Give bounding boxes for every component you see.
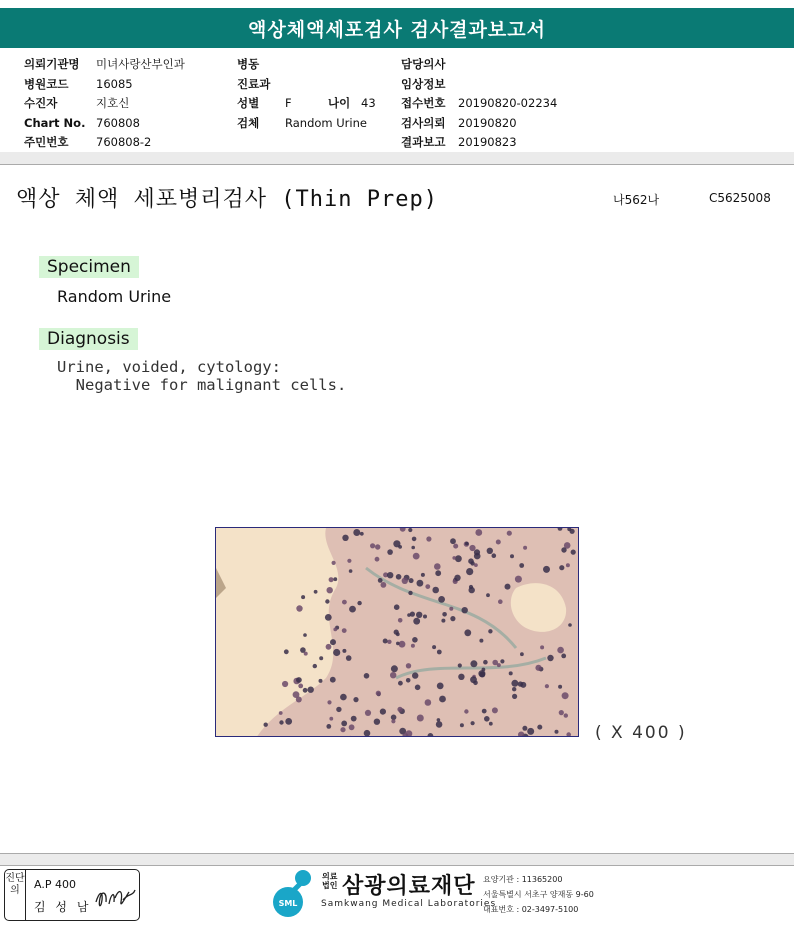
cell-nucleus: [452, 556, 456, 560]
cell-nucleus: [417, 715, 424, 722]
cell-nucleus: [390, 672, 396, 678]
specimen-value: Random Urine: [57, 287, 172, 306]
info-value: 16085: [96, 76, 133, 91]
cell-nucleus: [469, 587, 475, 593]
cell-nucleus: [330, 677, 336, 683]
patient-info-col1: [24, 55, 185, 153]
cell-nucleus: [308, 687, 314, 693]
cell-nucleus: [432, 645, 436, 649]
cell-nucleus: [425, 584, 430, 589]
cell-nucleus: [523, 546, 527, 550]
cell-nucleus: [370, 543, 375, 548]
cell-nucleus: [559, 710, 564, 715]
cell-nucleus: [387, 572, 393, 578]
cell-nucleus: [326, 644, 332, 650]
cell-nucleus: [557, 647, 564, 654]
cell-nucleus: [365, 710, 371, 716]
cell-nucleus: [333, 577, 337, 581]
cell-nucleus: [313, 664, 317, 668]
cell-nucleus: [483, 660, 488, 665]
cell-nucleus: [434, 563, 441, 570]
cell-nucleus: [279, 711, 283, 715]
cell-nucleus: [319, 656, 323, 660]
cell-nucleus: [381, 582, 387, 588]
cell-nucleus: [464, 629, 471, 636]
cell-nucleus: [374, 719, 380, 725]
cell-nucleus: [417, 580, 424, 587]
cell-nucleus: [351, 716, 357, 722]
info-row-patient: [24, 94, 185, 114]
cell-nucleus: [341, 721, 347, 727]
cell-nucleus: [264, 723, 268, 727]
cell-nucleus: [475, 529, 482, 536]
corp-info-phone: 대표번호 : 02-3497-5100: [483, 905, 579, 914]
cell-nucleus: [505, 584, 511, 590]
cell-nucleus: [426, 536, 431, 541]
cell-nucleus: [279, 720, 283, 724]
cell-nucleus: [454, 575, 460, 581]
cell-nucleus: [512, 694, 517, 699]
cell-nucleus: [364, 673, 370, 679]
cell-nucleus: [304, 652, 308, 656]
cell-nucleus: [425, 699, 432, 706]
cell-nucleus: [488, 629, 492, 633]
cell-nucleus: [566, 563, 570, 567]
cell-nucleus: [555, 730, 559, 734]
cell-nucleus: [383, 639, 388, 644]
cell-nucleus: [348, 736, 352, 737]
cell-nucleus: [449, 607, 453, 611]
cell-nucleus: [471, 721, 475, 725]
info-label: 수진자: [24, 96, 58, 110]
cell-nucleus: [387, 549, 393, 555]
age-label: 나이: [328, 96, 351, 110]
cell-nucleus: [437, 650, 442, 655]
cell-nucleus: [439, 696, 446, 703]
cell-nucleus: [364, 730, 371, 737]
cell-nucleus: [397, 707, 402, 712]
info-label: 주민번호: [24, 135, 69, 149]
stamp-ap-number: A.P 400: [34, 878, 76, 891]
pathologist-stamp: [4, 869, 140, 921]
cell-nucleus: [342, 600, 347, 605]
cytology-micrograph: [216, 528, 579, 737]
cell-nucleus: [507, 531, 512, 536]
cell-nucleus: [329, 577, 334, 582]
cell-nucleus: [412, 537, 417, 542]
cell-nucleus: [327, 587, 333, 593]
cell-nucleus: [437, 683, 444, 690]
info-row-doctor: [401, 55, 557, 75]
footer-divider: [0, 853, 794, 866]
cell-nucleus: [568, 623, 572, 627]
age-value: 43: [361, 96, 376, 110]
cell-nucleus: [527, 728, 534, 735]
cell-nucleus: [342, 628, 347, 633]
cell-nucleus: [500, 659, 504, 663]
cell-nucleus: [412, 637, 418, 643]
pathologist-name: 김 성 남: [34, 900, 92, 914]
cell-nucleus: [453, 544, 458, 549]
cell-nucleus: [450, 538, 456, 544]
info-row-specimen: [237, 114, 376, 134]
signature-icon: [93, 884, 137, 912]
cell-nucleus: [394, 630, 399, 635]
cell-nucleus: [489, 722, 493, 726]
sex-age-group: [285, 94, 376, 114]
cell-nucleus: [423, 615, 427, 619]
info-label: 검체: [237, 115, 260, 130]
cell-nucleus: [406, 663, 411, 668]
cell-nucleus: [547, 655, 553, 661]
cell-nucleus: [353, 697, 358, 702]
info-row-clinical-info: [401, 75, 557, 95]
cell-nucleus: [492, 707, 498, 713]
cell-nucleus: [398, 681, 403, 686]
cell-nucleus: [520, 652, 524, 656]
info-row-hospital-code: [24, 75, 185, 95]
cell-nucleus: [393, 540, 400, 547]
cell-nucleus: [436, 721, 443, 728]
cell-nucleus: [301, 595, 305, 599]
cell-nucleus: [562, 692, 569, 699]
cell-nucleus: [376, 691, 381, 696]
cell-nucleus: [561, 654, 566, 659]
cell-nucleus: [540, 645, 544, 649]
cell-nucleus: [336, 707, 341, 712]
cell-nucleus: [474, 549, 480, 555]
cell-nucleus: [570, 529, 575, 534]
cell-nucleus: [566, 732, 571, 737]
cell-nucleus: [458, 663, 462, 667]
info-label: 접수번호: [401, 96, 446, 110]
cell-nucleus: [498, 599, 503, 604]
info-label: 담당의사: [401, 57, 446, 71]
cell-nucleus: [520, 682, 526, 688]
info-row-request-date: [401, 114, 557, 134]
cell-nucleus: [561, 547, 566, 552]
microscopy-image: [215, 527, 579, 737]
magnification-label: ( X 400 ): [595, 723, 687, 743]
corp-english-name: Samkwang Medical Laboratories: [321, 899, 497, 909]
cell-nucleus: [460, 723, 464, 727]
info-row-department: [237, 75, 376, 95]
cell-nucleus: [387, 640, 391, 644]
cell-nucleus: [413, 618, 420, 625]
info-row-report-date: [401, 133, 557, 153]
cell-nucleus: [441, 619, 445, 623]
diagnosis-label: Diagnosis: [39, 328, 138, 350]
cell-nucleus: [412, 672, 418, 678]
info-row-sex-age: [237, 94, 376, 114]
exam-code-b: C5625008: [709, 191, 771, 205]
cell-nucleus: [479, 639, 483, 643]
cell-nucleus: [333, 649, 340, 656]
cell-nucleus: [535, 665, 541, 671]
diagnosis-text: [57, 358, 346, 394]
cell-nucleus: [325, 614, 332, 621]
cell-nucleus: [360, 532, 364, 536]
diagnosis-line-1: Urine, voided, cytology:: [57, 358, 281, 376]
cell-nucleus: [319, 679, 323, 683]
cell-nucleus: [522, 726, 527, 731]
info-value: 20190823: [458, 135, 517, 149]
cell-nucleus: [564, 713, 568, 717]
cell-nucleus: [450, 616, 455, 621]
cell-nucleus: [391, 719, 395, 723]
info-label: 검사의뢰: [401, 115, 446, 130]
cell-nucleus: [519, 563, 524, 568]
info-label: 성별: [237, 96, 260, 110]
cell-nucleus: [478, 670, 485, 677]
cell-nucleus: [510, 554, 514, 558]
diagnosis-line-2: Negative for malignant cells.: [57, 376, 347, 394]
report-title: 액상체액세포검사 검사결과보고서: [0, 8, 794, 48]
cell-nucleus: [349, 724, 355, 730]
info-row-receipt-no: [401, 94, 557, 114]
cell-nucleus: [342, 535, 348, 541]
cell-nucleus: [349, 606, 356, 613]
cell-nucleus: [455, 555, 462, 562]
cell-nucleus: [353, 529, 360, 536]
cell-nucleus: [512, 687, 516, 691]
info-label: 병원코드: [24, 76, 69, 91]
corp-info-code: 요양기관 : 11365200: [483, 875, 563, 884]
cell-nucleus: [349, 569, 353, 573]
info-row-chart-no: [24, 114, 185, 134]
info-label: 의뢰기관명: [24, 57, 80, 71]
specimen-label: Specimen: [39, 256, 139, 278]
cell-nucleus: [325, 599, 329, 603]
cell-nucleus: [462, 607, 468, 613]
cell-nucleus: [469, 545, 475, 551]
patient-info-col3: [401, 55, 557, 153]
cell-nucleus: [486, 593, 490, 597]
cell-nucleus: [406, 730, 413, 737]
cell-nucleus: [282, 681, 288, 687]
cell-nucleus: [346, 655, 352, 661]
cell-nucleus: [296, 677, 302, 683]
sml-logo-icon: [270, 866, 320, 918]
cell-nucleus: [327, 700, 331, 704]
cell-nucleus: [398, 618, 403, 623]
cell-nucleus: [396, 574, 402, 580]
cell-nucleus: [296, 605, 302, 611]
info-value: F: [285, 96, 292, 110]
cell-nucleus: [303, 688, 308, 693]
cell-nucleus: [511, 680, 518, 687]
cell-nucleus: [432, 587, 439, 594]
cell-nucleus: [442, 612, 447, 617]
info-value: 지호신: [96, 96, 130, 110]
cell-nucleus: [484, 716, 490, 722]
cell-nucleus: [303, 633, 307, 637]
cell-nucleus: [394, 604, 400, 610]
cell-nucleus: [411, 546, 415, 550]
info-label: Chart No.: [24, 115, 86, 130]
exam-code-a: 나562나: [613, 193, 660, 207]
cell-nucleus: [464, 709, 468, 713]
info-row-institution: [24, 55, 185, 75]
cell-nucleus: [326, 724, 331, 729]
cell-nucleus: [296, 697, 302, 703]
cell-nucleus: [406, 678, 411, 683]
info-label: 결과보고: [401, 135, 446, 149]
cell-nucleus: [347, 559, 351, 563]
cell-nucleus: [415, 685, 421, 691]
cell-nucleus: [329, 717, 333, 721]
cell-nucleus: [380, 709, 386, 715]
corp-info-address: 서울특별시 서초구 양재동 9-60: [483, 890, 594, 899]
corp-type: 의료법인: [322, 872, 338, 890]
cell-nucleus: [515, 576, 522, 583]
info-row-resident-no: [24, 133, 185, 153]
info-label: 병동: [237, 57, 260, 71]
patient-info-col2: [237, 55, 376, 133]
cell-nucleus: [558, 685, 562, 689]
cell-nucleus: [391, 665, 398, 672]
cell-nucleus: [375, 544, 380, 549]
cell-nucleus: [333, 628, 337, 632]
cell-nucleus: [487, 548, 493, 554]
info-value: 미녀사랑산부인과: [96, 57, 185, 71]
cell-nucleus: [543, 566, 550, 573]
logo-text: SML: [278, 899, 298, 908]
cell-nucleus: [298, 684, 303, 689]
corp-info: [483, 872, 594, 917]
cell-nucleus: [396, 642, 400, 646]
cell-nucleus: [375, 557, 380, 562]
cell-nucleus: [284, 649, 289, 654]
cell-nucleus: [496, 540, 501, 545]
cell-nucleus: [545, 684, 549, 688]
cell-nucleus: [408, 591, 412, 595]
section-divider: [0, 152, 794, 165]
cell-nucleus: [410, 612, 415, 617]
info-value: 760808-2: [96, 135, 152, 149]
cell-nucleus: [458, 674, 464, 680]
cell-nucleus: [470, 676, 477, 683]
stamp-side-label: 진단의: [5, 870, 26, 920]
cell-nucleus: [435, 570, 441, 576]
info-row-ward: [237, 55, 376, 75]
cell-nucleus: [285, 718, 292, 725]
cell-nucleus: [399, 641, 406, 648]
cell-nucleus: [332, 561, 336, 565]
cell-nucleus: [482, 668, 486, 672]
cell-nucleus: [482, 709, 487, 714]
info-value: 20190820: [458, 115, 517, 130]
cell-nucleus: [474, 563, 478, 567]
cell-nucleus: [509, 671, 513, 675]
cell-nucleus: [408, 528, 412, 532]
cell-nucleus: [314, 590, 318, 594]
cell-nucleus: [402, 578, 408, 584]
cell-nucleus: [421, 573, 425, 577]
cell-nucleus: [559, 565, 564, 570]
exam-title: 액상 체액 세포병리검사 (Thin Prep): [16, 187, 438, 212]
info-value: 20190820-02234: [458, 96, 558, 110]
cell-nucleus: [357, 601, 361, 605]
cell-nucleus: [571, 550, 576, 555]
cell-nucleus: [492, 553, 497, 558]
cell-nucleus: [340, 694, 347, 701]
cell-nucleus: [466, 568, 473, 575]
info-label: 임상정보: [401, 76, 446, 91]
info-value: Random Urine: [285, 115, 367, 130]
cell-nucleus: [537, 725, 542, 730]
cell-nucleus: [342, 649, 346, 653]
cell-nucleus: [411, 644, 415, 648]
corp-name: 삼광의료재단: [342, 874, 476, 899]
cell-nucleus: [470, 660, 477, 667]
cell-nucleus: [416, 612, 422, 618]
cell-nucleus: [413, 553, 420, 560]
cell-nucleus: [492, 660, 498, 666]
info-value: 760808: [96, 115, 140, 130]
cell-nucleus: [378, 578, 383, 583]
cell-nucleus: [330, 639, 336, 645]
info-label: 진료과: [237, 76, 271, 91]
cell-nucleus: [340, 727, 345, 732]
cell-nucleus: [438, 596, 445, 603]
cell-nucleus: [465, 542, 469, 546]
cell-nucleus: [409, 578, 414, 583]
